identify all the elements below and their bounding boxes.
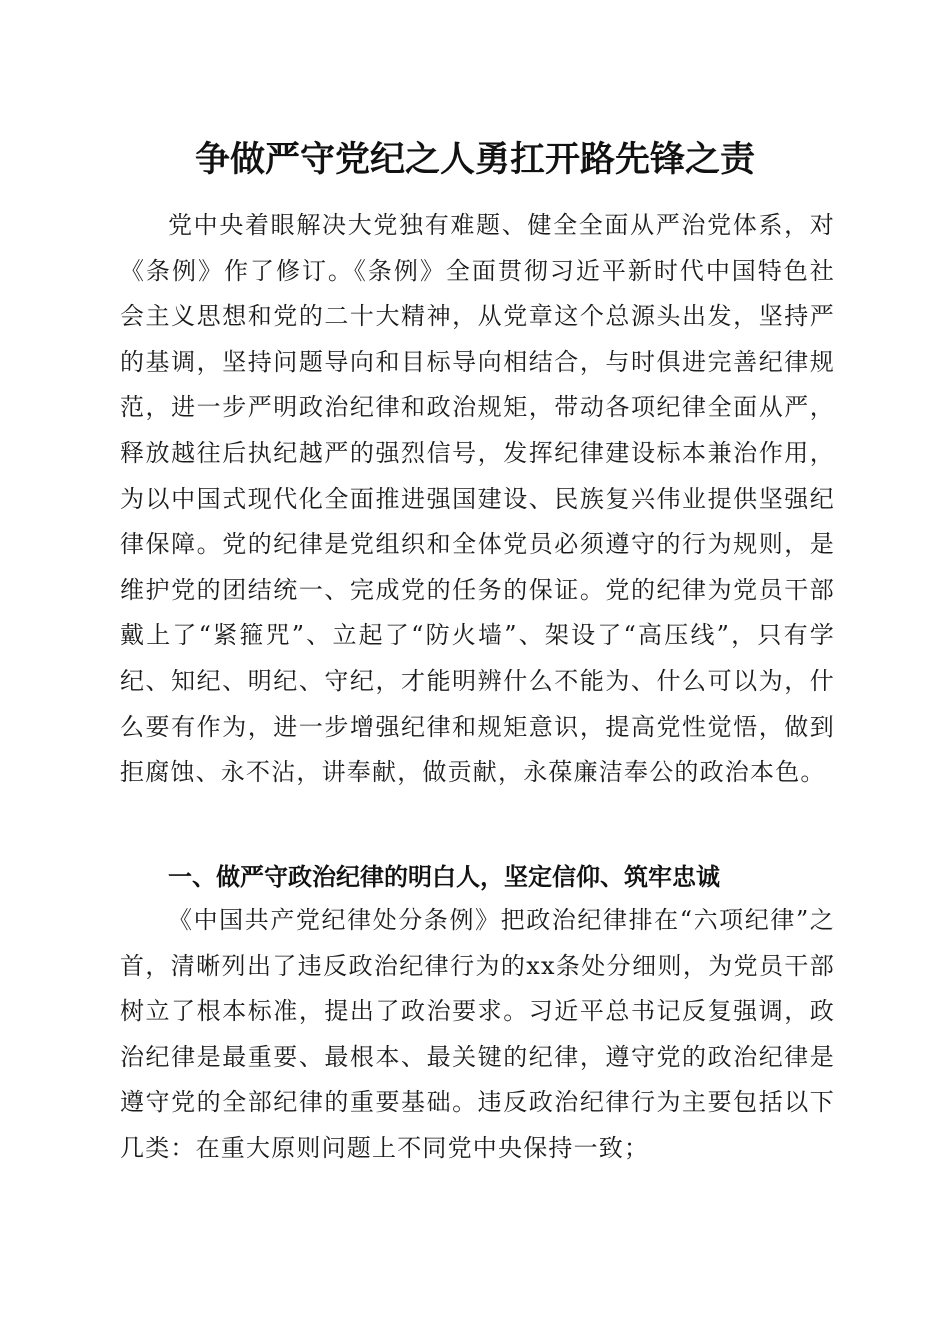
document-title: 争做严守党纪之人勇扛开路先锋之责: [194, 139, 755, 180]
intro-paragraph: 党中央着眼解决大党独有难题、健全全面从严治党体系，对《条例》作了修订。《条例》全面贯彻习近平新时代中国特色社会主义思想和党的二十大精神，从党章这个总源头出发，坚持严的基调，坚持问题导向和目标导向相结合，与时俱进完善纪律规范，进一步严明政治纪律和政治规矩，带动各项纪律全面从严，释放越往后执纪越严的强烈信号，发挥纪律建设标本兼治作用，为以中国式现代化全面推进强国建设、民族复兴伟业提供坚强纪律保障。党的纪律是党组织和全体党员必须遵守的行为规则，是维护党的团结统一、完成党的任务的保证。党的纪律为党员干部戴上了“紧箍咒”、立起了“防火墙”、架设了“高压线”，只有学纪、知纪、明纪、守纪，才能明辨什么不能为、什么可以为，什么要有作为，进一步增强纪律和规矩意识，提高党性觉悟，做到拒腐蚀、永不沾，讲奉献，做贡献，永葆廉洁奉公的政治本色。: [120, 211, 835, 787]
section-paragraph: 《中国共产党纪律处分条例》把政治纪律排在“六项纪律”之首，清晰列出了违反政治纪律行为的xx条处分细则，为党员干部树立了根本标准，提出了政治要求。习近平总书记反复强调，政治纪律是最重要、最根本、最关键的纪律，遵守党的政治纪律是遵守党的全部纪律的重要基础。违反政治纪律行为主要包括以下几类：在重大原则问题上不同党中央保持一致；: [120, 906, 835, 1162]
section-heading: 一、做严守政治纪律的明白人，坚定信仰、筑牢忠诚: [168, 863, 720, 891]
